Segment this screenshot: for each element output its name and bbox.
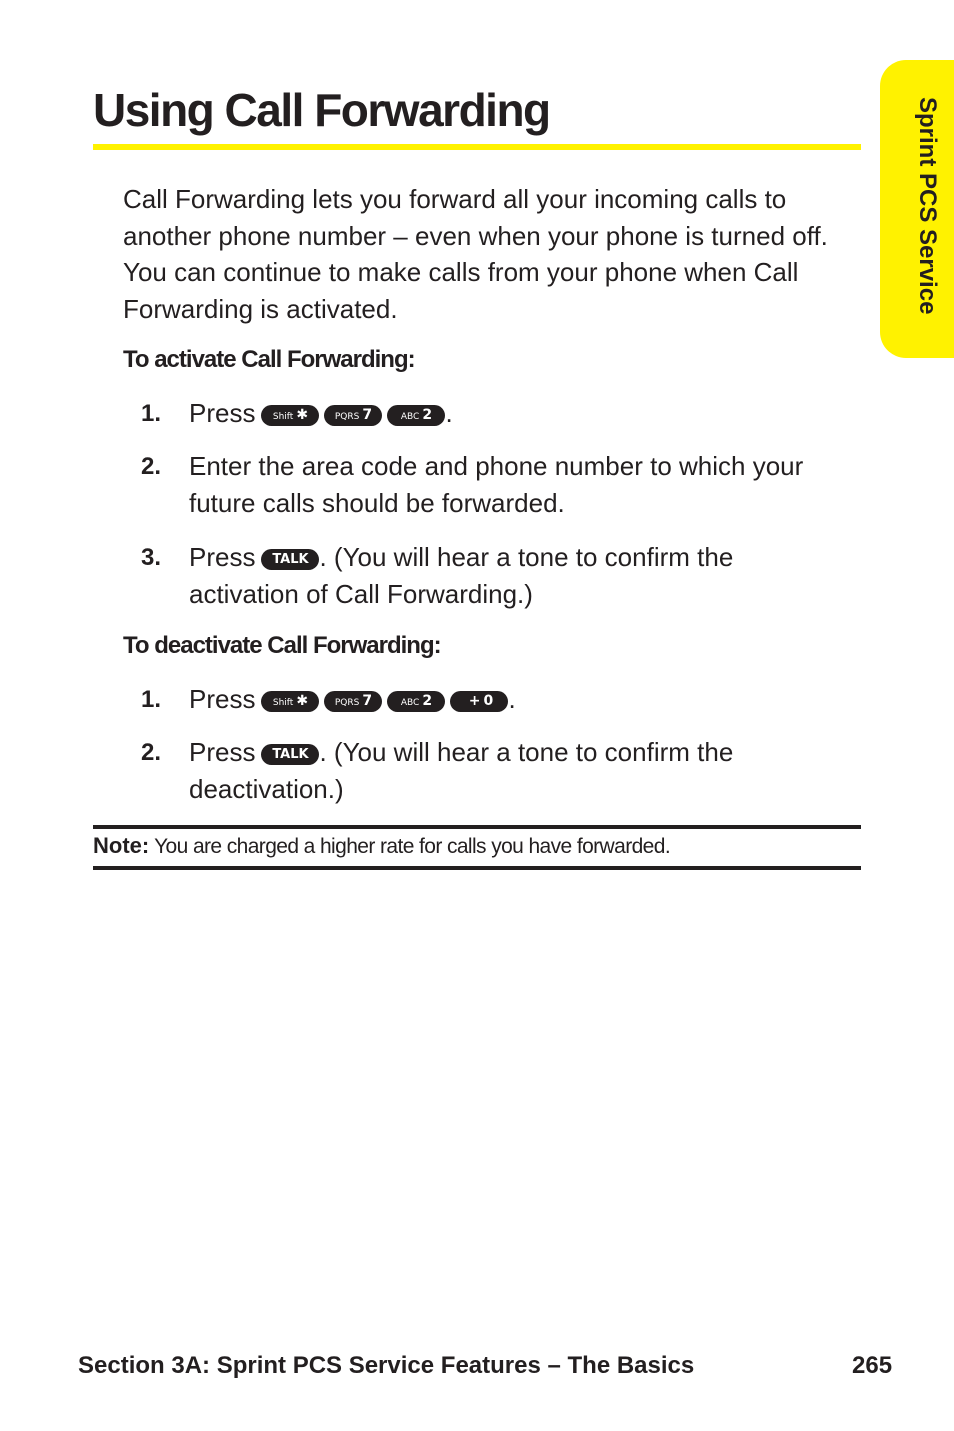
abc2-key-icon: ABC 2 [387,691,445,712]
page-number: 265 [852,1352,893,1379]
deactivate-step-2-end: . (You will hear a tone to confirm the deactivation.) [189,737,734,804]
plus0-key-icon: + 0 [450,691,508,712]
note-rule-top [93,825,861,829]
note-label: Note: [93,833,150,858]
activate-step-2-number: 2. [141,453,162,480]
shift-key-icon: Shift ✱ [261,691,319,712]
deactivate-step-1-end: . [508,684,516,714]
pqrs7-key-icon: PQRS 7 [324,691,382,712]
activate-step-1 [189,395,849,432]
page-title: Using Call Forwarding [93,84,550,136]
intro-paragraph: Call Forwarding lets you forward all your incoming calls to another phone number – even when your phone is turned off. You can continue to make calls from your phone when Call Forwarding is activated. [123,184,828,324]
activate-heading: To activate Call Forwarding: [123,346,415,373]
footer-section-title: Section 3A: Sprint PCS Service Features – The Basics [78,1352,695,1379]
deactivate-step-1-number: 1. [141,686,162,713]
activate-step-2-text: Enter the area code and phone number to which your future calls should be forwarded. [189,451,804,518]
activate-step-1-end: . [445,398,453,428]
deactivate-step-2-number: 2. [141,739,162,766]
shift-key-icon: Shift ✱ [261,405,319,426]
pqrs7-key-icon: PQRS 7 [324,405,382,426]
talk-key-icon: TALK [261,744,319,765]
activate-step-3-end: . (You will hear a tone to confirm the activation of Call Forwarding.) [189,542,734,609]
title-underline [93,144,861,150]
talk-key-icon: TALK [261,549,319,570]
deactivate-step-1 [189,681,849,718]
abc2-key-icon: ABC 2 [387,405,445,426]
deactivate-step-2-text: Press [189,737,256,767]
activate-step-3 [189,539,849,613]
activate-step-3-text: Press [189,542,256,572]
section-side-tab-label: Sprint PCS Service [914,97,941,315]
note-rule-bottom [93,866,861,870]
activate-step-1-number: 1. [141,400,162,427]
deactivate-step-2 [189,734,849,808]
activate-step-1-text: Press [189,398,256,428]
activate-step-3-number: 3. [141,544,162,571]
deactivate-step-1-text: Press [189,684,256,714]
note-text: You are charged a higher rate for calls you have forwarded. [154,835,671,858]
note-box [93,831,861,862]
deactivate-heading: To deactivate Call Forwarding: [123,632,441,659]
